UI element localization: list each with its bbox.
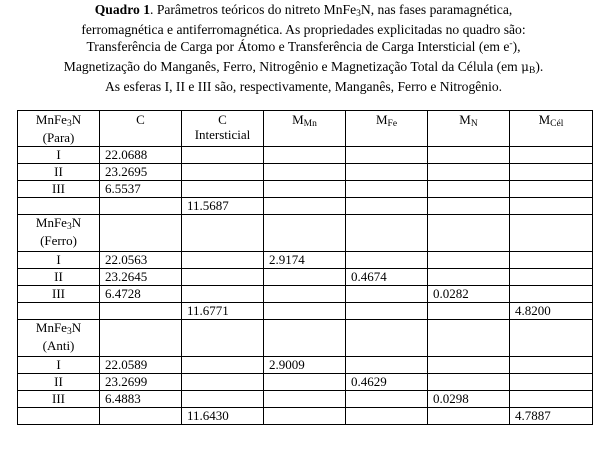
header-interstitial: C Intersticial [182,111,264,147]
table-row [18,181,593,198]
empty-cell [346,408,428,425]
table-row [18,374,593,391]
interstitial-cell [182,357,264,374]
header-m-n: MN [428,111,510,147]
interstitial-row [18,198,593,215]
empty-cell [182,320,264,357]
empty-cell [100,320,182,357]
m-n-cell [428,147,510,164]
interstitial-row [18,303,593,320]
table-row [18,164,593,181]
material-phase-label: MnFe3N (Ferro) [18,215,100,252]
header-charge-transfer: C [100,111,182,147]
table-row [18,391,593,408]
table-row [18,269,593,286]
m-fe-cell [346,357,428,374]
m-mn-cell: 2.9009 [264,357,346,374]
m-n-cell [428,374,510,391]
charge-transfer-cell: 6.4728 [100,286,182,303]
charge-transfer-cell: 23.2645 [100,269,182,286]
empty-cell [100,198,182,215]
table-row [18,286,593,303]
table-row [18,147,593,164]
empty-cell [510,320,593,357]
m-cell-cell [510,286,593,303]
charge-transfer-cell: 23.2695 [100,164,182,181]
empty-cell [182,215,264,252]
interstitial-cell [182,147,264,164]
m-mn-cell [264,181,346,198]
sphere-cell: I [18,252,100,269]
header-material-para: MnFe3N (Para) [18,111,100,147]
sphere-cell: II [18,374,100,391]
caption-line-4: Magnetização do Manganês, Ferro, Nitrogênio e Magnetização Total da Célula (em μB). [63,59,544,76]
m-n-cell [428,357,510,374]
interstitial-cell [182,269,264,286]
charge-transfer-cell: 22.0688 [100,147,182,164]
caption-line-3: Transferência de Carga por Átomo e Transferência de Carga Intersticial (em e-), [86,39,521,54]
m-fe-cell [346,391,428,408]
header-m-fe: MFe [346,111,428,147]
m-fe-cell [346,181,428,198]
header-m-cell: MCél [510,111,593,147]
empty-cell [264,198,346,215]
table-caption [2,1,605,95]
material-phase-label: MnFe3N (Anti) [18,320,100,357]
m-n-cell: 0.0282 [428,286,510,303]
m-cell-cell [510,357,593,374]
empty-cell [264,303,346,320]
m-cell-cell [510,269,593,286]
header-row [18,111,593,147]
charge-transfer-cell: 6.4883 [100,391,182,408]
m-mn-cell [264,391,346,408]
empty-cell [100,408,182,425]
m-cell-cell [510,181,593,198]
group-label-row [18,320,593,357]
charge-transfer-cell: 23.2699 [100,374,182,391]
m-n-cell [428,181,510,198]
m-cell-cell [510,252,593,269]
m-mn-cell [264,374,346,391]
caption-line-5: As esferas I, II e III são, respectivamente, Manganês, Ferro e Nitrogênio. [104,79,503,94]
sphere-cell: III [18,286,100,303]
interstitial-value: 11.6430 [182,408,264,425]
m-n-cell: 0.0298 [428,391,510,408]
interstitial-cell [182,164,264,181]
empty-cell [18,408,100,425]
m-fe-cell: 0.4674 [346,269,428,286]
m-cell-cell [510,147,593,164]
empty-cell [18,303,100,320]
empty-cell [510,215,593,252]
m-fe-cell [346,286,428,303]
empty-cell [346,198,428,215]
m-mn-cell [264,147,346,164]
caption-line-1: Quadro 1. Parâmetros teóricos do nitreto MnFe3N, nas fases paramagnética, [94,2,513,19]
charge-transfer-cell: 6.5537 [100,181,182,198]
m-mn-cell [264,269,346,286]
empty-cell [346,215,428,252]
caption-line-2: ferromagnética e antiferromagnética. As propriedades explicitadas no quadro são: [81,22,526,37]
empty-cell [346,320,428,357]
m-cell-cell [510,164,593,181]
group-label-row [18,215,593,252]
table-row [18,252,593,269]
empty-cell [18,198,100,215]
empty-cell [428,198,510,215]
total-magnetization-value: 4.7887 [510,408,593,425]
empty-cell [100,215,182,252]
interstitial-cell [182,252,264,269]
m-n-cell [428,252,510,269]
total-magnetization-value [510,198,593,215]
interstitial-cell [182,181,264,198]
caption-title: Quadro 1 [94,2,151,17]
charge-transfer-cell: 22.0589 [100,357,182,374]
empty-cell [100,303,182,320]
interstitial-cell [182,391,264,408]
empty-cell [428,320,510,357]
interstitial-value: 11.5687 [182,198,264,215]
sphere-cell: III [18,181,100,198]
charge-transfer-cell: 22.0563 [100,252,182,269]
properties-table [17,110,593,425]
m-n-cell [428,164,510,181]
interstitial-cell [182,286,264,303]
empty-cell [428,408,510,425]
sphere-cell: III [18,391,100,408]
header-m-mn: MMn [264,111,346,147]
empty-cell [346,303,428,320]
empty-cell [264,408,346,425]
m-fe-cell [346,147,428,164]
sphere-cell: II [18,164,100,181]
empty-cell [428,215,510,252]
empty-cell [264,320,346,357]
m-fe-cell: 0.4629 [346,374,428,391]
m-n-cell [428,269,510,286]
interstitial-value: 11.6771 [182,303,264,320]
empty-cell [264,215,346,252]
interstitial-cell [182,374,264,391]
sphere-cell: II [18,269,100,286]
sphere-cell: I [18,147,100,164]
m-fe-cell [346,252,428,269]
interstitial-row [18,408,593,425]
total-magnetization-value: 4.8200 [510,303,593,320]
empty-cell [428,303,510,320]
m-cell-cell [510,374,593,391]
m-mn-cell [264,286,346,303]
m-mn-cell: 2.9174 [264,252,346,269]
m-cell-cell [510,391,593,408]
table-row [18,357,593,374]
m-mn-cell [264,164,346,181]
sphere-cell: I [18,357,100,374]
m-fe-cell [346,164,428,181]
